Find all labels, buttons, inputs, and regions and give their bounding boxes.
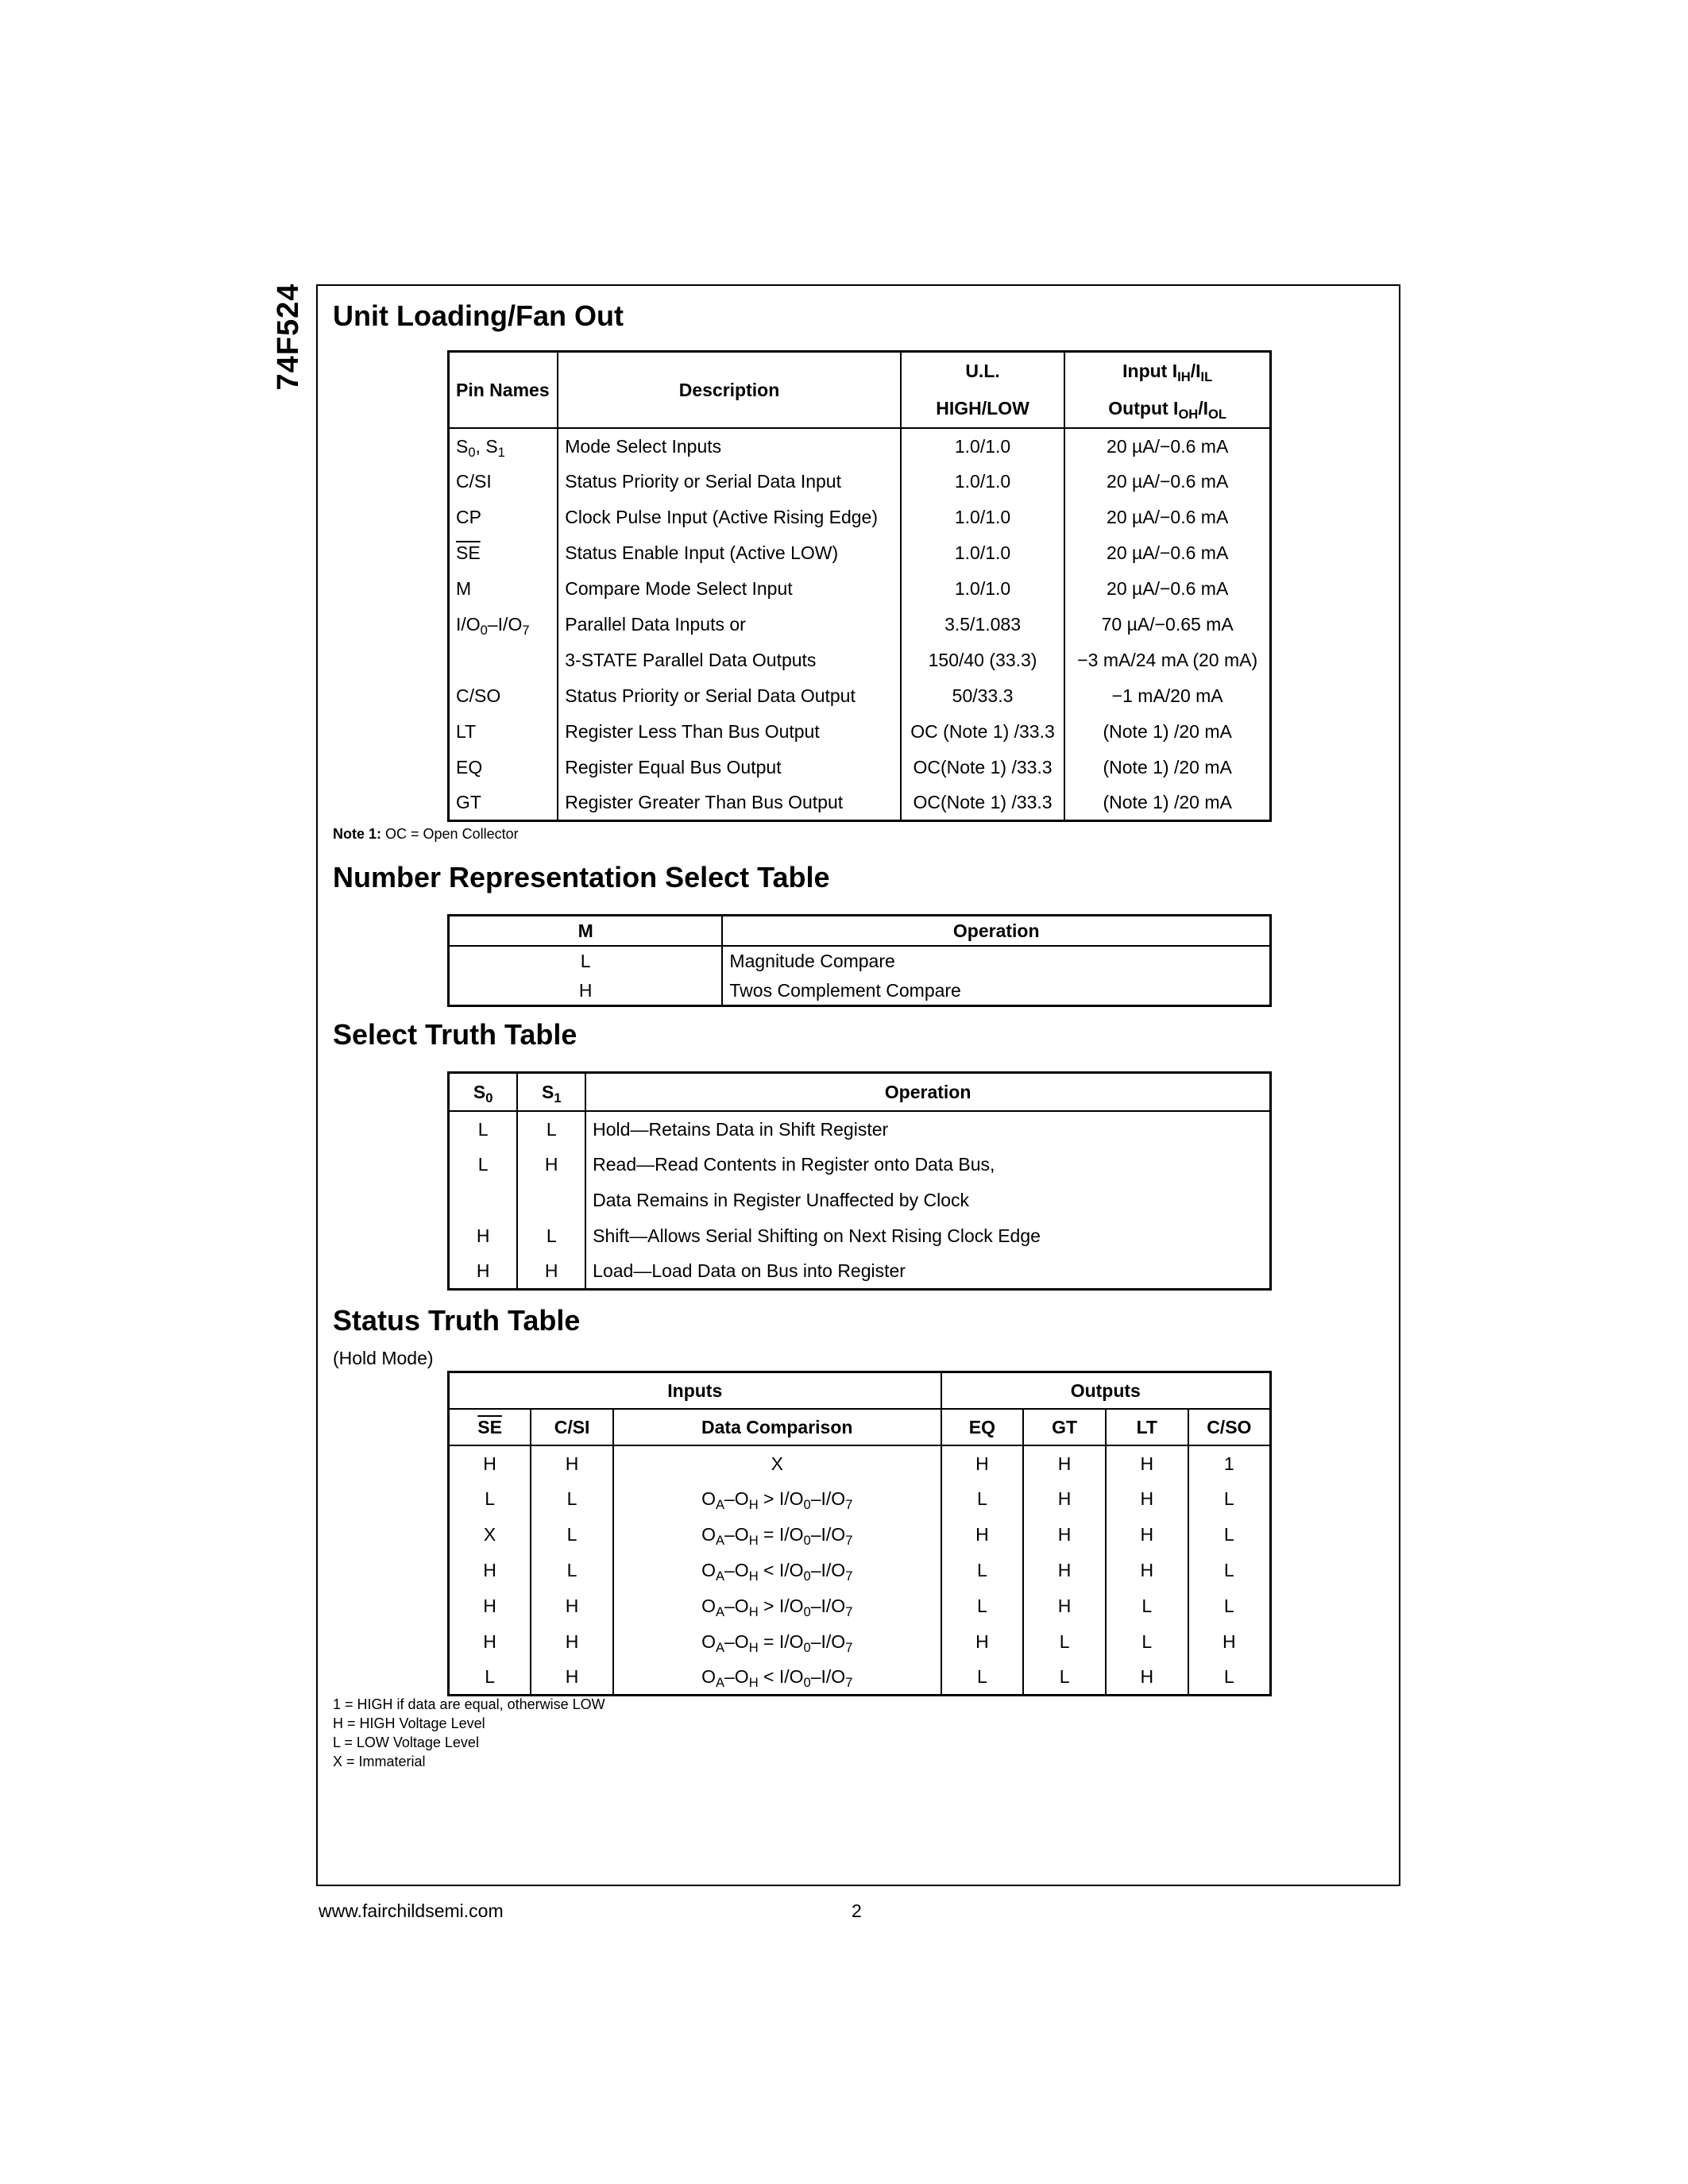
pin-io: (Note 1) /20 mA	[1064, 714, 1270, 750]
lt-value: H	[1106, 1481, 1188, 1517]
gt-value: H	[1023, 1481, 1106, 1517]
pin-io: 70 µA/−0.65 mA	[1064, 607, 1270, 642]
col-gt: GT	[1023, 1409, 1106, 1445]
legend-item: X = Immaterial	[333, 1754, 426, 1769]
s1-value: L	[517, 1111, 585, 1147]
se-value: L	[485, 1666, 495, 1688]
table-row	[449, 607, 1271, 642]
table-row	[449, 1481, 1271, 1517]
table-row	[449, 642, 1271, 678]
table-row	[449, 535, 1271, 571]
pin-io: 20 µA/−0.6 mA	[1064, 535, 1270, 571]
pin-description: Register Less Than Bus Output	[558, 714, 900, 750]
cso-value: L	[1188, 1481, 1271, 1517]
table-row	[449, 1445, 1271, 1481]
eq-value: L	[941, 1588, 1024, 1624]
pin-ul: 1.0/1.0	[901, 535, 1065, 571]
eq-value: L	[941, 1553, 1024, 1588]
col-io-output: Output $I_{OH}/I_{OL}$	[1064, 390, 1270, 428]
pin-name: CP	[456, 507, 481, 527]
table-row	[449, 1517, 1271, 1553]
legend-item: 1 = HIGH if data are equal, otherwise LOW	[333, 1696, 605, 1712]
pin-io: 20 µA/−0.6 mA	[1064, 428, 1270, 464]
s0-value	[449, 1183, 518, 1218]
csi-value: H	[531, 1624, 613, 1660]
comparison-value: $O_A-O_H = I/O_0-I/O_7$	[613, 1517, 941, 1553]
pin-io: 20 µA/−0.6 mA	[1064, 464, 1270, 500]
number-rep-table	[447, 914, 1272, 1007]
col-se: $\overline{SE}$	[449, 1409, 531, 1445]
s0-value: L	[477, 1118, 489, 1140]
cso-value: L	[1188, 1517, 1271, 1553]
col-operation: Operation	[585, 1073, 1270, 1111]
comparison-value: $O_A-O_H = I/O_0-I/O_7$	[613, 1624, 941, 1660]
legend-item: L = LOW Voltage Level	[333, 1734, 479, 1750]
pin-io: −3 mA/24 mA (20 mA)	[1064, 642, 1270, 678]
pin-name: C/SO	[456, 685, 501, 706]
select-truth-title: Select Truth Table	[333, 1018, 577, 1051]
select-truth-table	[447, 1071, 1272, 1291]
se-value: X	[483, 1524, 496, 1545]
gt-value: H	[1023, 1553, 1106, 1588]
pin-name: $S_0$, $S_1$	[456, 435, 505, 460]
table-row	[449, 1183, 1271, 1218]
col-operation: Operation	[722, 916, 1270, 946]
m-value: L	[580, 951, 591, 971]
pin-ul: OC (Note 1) /33.3	[901, 714, 1065, 750]
status-truth-table	[447, 1371, 1272, 1696]
eq-value: H	[941, 1624, 1024, 1660]
pin-ul: 1.0/1.0	[901, 428, 1065, 464]
table-row	[449, 678, 1271, 714]
se-value: H	[483, 1596, 496, 1616]
pin-io: (Note 1) /20 mA	[1064, 750, 1270, 785]
s1-value: H	[517, 1147, 585, 1183]
pin-name: LT	[456, 721, 477, 742]
table-row	[449, 571, 1271, 607]
se-value: H	[483, 1631, 496, 1652]
csi-value: H	[531, 1445, 613, 1481]
lt-value: H	[1106, 1445, 1188, 1481]
table-row	[449, 1660, 1271, 1696]
lt-value: H	[1106, 1517, 1188, 1553]
table-row	[449, 750, 1271, 785]
operation-value: Twos Complement Compare	[722, 976, 1270, 1006]
pin-description: Mode Select Inputs	[558, 428, 900, 464]
eq-value: H	[941, 1445, 1024, 1481]
operation-value: Load—Load Data on Bus into Register	[585, 1254, 1270, 1290]
table-row	[449, 785, 1271, 821]
csi-value: L	[531, 1481, 613, 1517]
pin-io: −1 mA/20 mA	[1064, 678, 1270, 714]
cso-value: H	[1188, 1624, 1271, 1660]
pin-ul: 1.0/1.0	[901, 500, 1065, 535]
unit-loading-note: Note 1: OC = Open Collector	[333, 826, 519, 842]
pin-ul: OC(Note 1) /33.3	[901, 750, 1065, 785]
col-eq: EQ	[941, 1409, 1024, 1445]
table-row	[449, 500, 1271, 535]
comparison-value: $O_A-O_H < I/O_0-I/O_7$	[613, 1553, 941, 1588]
unit-loading-table	[447, 350, 1272, 822]
csi-value: L	[531, 1553, 613, 1588]
operation-value: Data Remains in Register Unaffected by Clock	[585, 1183, 1270, 1218]
pin-name: M	[456, 578, 472, 599]
s1-value	[517, 1183, 585, 1218]
comparison-value: X	[613, 1445, 941, 1481]
pin-description: Parallel Data Inputs or	[558, 607, 900, 642]
part-number-tab	[268, 283, 308, 391]
table-row	[449, 1218, 1271, 1254]
comparison-value: $O_A-O_H > I/O_0-I/O_7$	[613, 1588, 941, 1624]
csi-value: H	[531, 1588, 613, 1624]
gt-value: H	[1023, 1517, 1106, 1553]
table-row	[449, 946, 1271, 976]
table-row	[449, 464, 1271, 500]
pin-name: $I/O_0-I/O_7$	[456, 614, 530, 638]
lt-value: H	[1106, 1660, 1188, 1696]
status-truth-subtitle: (Hold Mode)	[333, 1348, 434, 1368]
table-row	[449, 1553, 1271, 1588]
eq-value: L	[941, 1481, 1024, 1517]
lt-value: L	[1106, 1588, 1188, 1624]
pin-io: 20 µA/−0.6 mA	[1064, 571, 1270, 607]
pin-name	[449, 642, 558, 678]
gt-value: L	[1023, 1660, 1106, 1696]
se-value: H	[483, 1453, 496, 1474]
inputs-group-header: Inputs	[449, 1372, 941, 1409]
cso-value: L	[1188, 1553, 1271, 1588]
cso-value: L	[1188, 1660, 1271, 1696]
se-value: L	[485, 1488, 495, 1509]
pin-name: GT	[456, 792, 481, 813]
eq-value: L	[941, 1660, 1024, 1696]
pin-description: 3-STATE Parallel Data Outputs	[558, 642, 900, 678]
operation-value: Shift—Allows Serial Shifting on Next Rising Clock Edge	[585, 1218, 1270, 1254]
legend-item: H = HIGH Voltage Level	[333, 1715, 485, 1731]
eq-value: H	[941, 1517, 1024, 1553]
table-row	[449, 1254, 1271, 1290]
footer-page-number: 2	[852, 1900, 862, 1921]
col-pin-names: Pin Names	[449, 352, 558, 428]
pin-description: Clock Pulse Input (Active Rising Edge)	[558, 500, 900, 535]
operation-value: Read—Read Contents in Register onto Data Bus,	[585, 1147, 1270, 1183]
m-value: H	[578, 979, 593, 1001]
col-ul-bottom: HIGH/LOW	[901, 390, 1065, 428]
comparison-value: $O_A-O_H < I/O_0-I/O_7$	[613, 1660, 941, 1696]
s0-value: L	[477, 1154, 489, 1175]
pin-description: Compare Mode Select Input	[558, 571, 900, 607]
operation-value: Magnitude Compare	[722, 946, 1270, 976]
pin-ul: 150/40 (33.3)	[901, 642, 1065, 678]
table-row	[449, 976, 1271, 1006]
s0-value: H	[476, 1225, 490, 1246]
status-truth-title: Status Truth Table	[333, 1304, 581, 1337]
cso-value: L	[1188, 1588, 1271, 1624]
s1-value: L	[517, 1218, 585, 1254]
pin-name: C/SI	[456, 471, 492, 492]
part-number: 74F524	[272, 283, 305, 391]
number-rep-title: Number Representation Select Table	[333, 861, 830, 893]
col-s0: $S_0$	[449, 1073, 518, 1111]
col-lt: LT	[1106, 1409, 1188, 1445]
pin-description: Status Enable Input (Active LOW)	[558, 535, 900, 571]
pin-io: (Note 1) /20 mA	[1064, 785, 1270, 821]
cso-value: 1	[1188, 1445, 1271, 1481]
table-row	[449, 1624, 1271, 1660]
col-m: M	[449, 916, 723, 946]
lt-value: L	[1106, 1624, 1188, 1660]
col-io-input: Input $I_{IH}/I_{IL}$	[1064, 352, 1270, 390]
operation-value: Hold—Retains Data in Shift Register	[585, 1111, 1270, 1147]
gt-value: H	[1023, 1445, 1106, 1481]
unit-loading-title: Unit Loading/Fan Out	[333, 299, 624, 332]
pin-ul: 50/33.3	[901, 678, 1065, 714]
csi-value: H	[531, 1660, 613, 1696]
table-row	[449, 1588, 1271, 1624]
pin-name: EQ	[456, 757, 483, 778]
outputs-group-header: Outputs	[941, 1372, 1271, 1409]
table-row	[449, 428, 1271, 464]
comparison-value: $O_A-O_H > I/O_0-I/O_7$	[613, 1481, 941, 1517]
pin-description: Register Equal Bus Output	[558, 750, 900, 785]
lt-value: H	[1106, 1553, 1188, 1588]
gt-value: L	[1023, 1624, 1106, 1660]
pin-name: $\overline{SE}$	[456, 542, 481, 563]
pin-description: Register Greater Than Bus Output	[558, 785, 900, 821]
s0-value: H	[476, 1260, 490, 1282]
table-row	[449, 1147, 1271, 1183]
pin-description: Status Priority or Serial Data Input	[558, 464, 900, 500]
col-data-comparison: Data Comparison	[613, 1409, 941, 1445]
table-row	[449, 714, 1271, 750]
footer-website: www.fairchildsemi.com	[319, 1900, 504, 1921]
pin-ul: 3.5/1.083	[901, 607, 1065, 642]
pin-description: Status Priority or Serial Data Output	[558, 678, 900, 714]
pin-io: 20 µA/−0.6 mA	[1064, 500, 1270, 535]
gt-value: H	[1023, 1588, 1106, 1624]
col-cso: C/SO	[1188, 1409, 1271, 1445]
status-legend	[333, 1695, 605, 1771]
table-row	[449, 1111, 1271, 1147]
col-description: Description	[558, 352, 900, 428]
col-s1: $S_1$	[517, 1073, 585, 1111]
csi-value: L	[531, 1517, 613, 1553]
col-csi: C/SI	[531, 1409, 613, 1445]
pin-ul: OC(Note 1) /33.3	[901, 785, 1065, 821]
s1-value: H	[517, 1254, 585, 1290]
pin-ul: 1.0/1.0	[901, 571, 1065, 607]
pin-ul: 1.0/1.0	[901, 464, 1065, 500]
col-ul-top: U.L.	[901, 352, 1065, 390]
se-value: H	[483, 1560, 496, 1580]
